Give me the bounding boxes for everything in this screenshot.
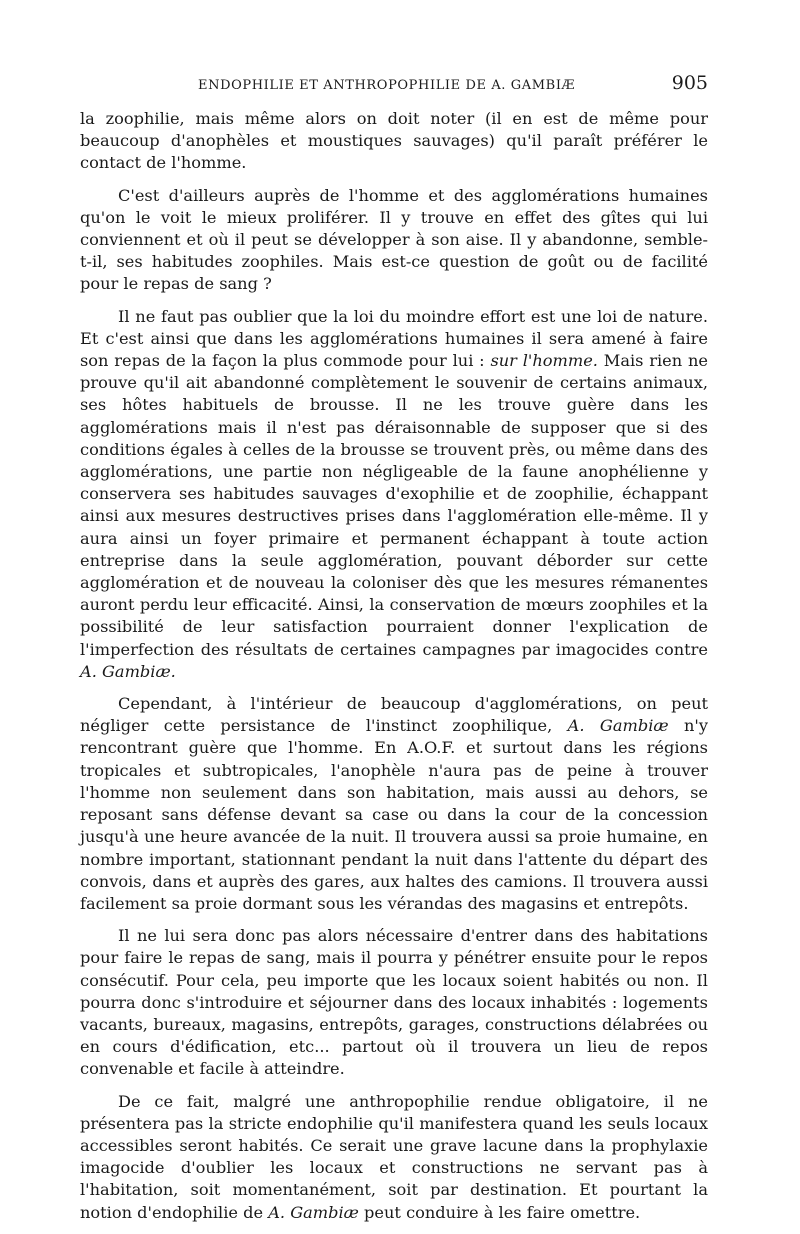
species-name: A. Gambiæ xyxy=(567,716,669,736)
page-number: 905 xyxy=(671,72,708,94)
paragraph: De ce fait, malgré une anthropophilie rendue obligatoire, il ne présentera pas la stricte endophilie qu'il manifestera quand les seuls locaux accessibles seront habités. Ce serait une grave lacune dans la prophylaxie imagocide d'oublier les locaux et constructions ne servant pas à l'habitation, soit momentanément, soit par destination. Et pourtant la notion d'endophilie de A. Gambiæ peut conduire à les faire omettre. xyxy=(80,1091,708,1222)
running-header xyxy=(80,72,708,108)
species-name: A. Gambiæ. xyxy=(80,661,176,681)
paragraph: Il ne lui sera donc pas alors nécessaire d'entrer dans des habitations pour faire le repas de sang, mais il pourra y pénétrer ensuite pour le repos consécutif. Pour cela, peu importe que les locaux soient habités ou non. Il pourra donc s'introduire et séjourner dans des locaux inhabités : logements vacants, bureaux, magasins, entrepôts, garages, constructions délabrées ou en cours d'édification, etc... partout où il trouvera un lieu de repos convenable et facile à atteindre. xyxy=(80,926,708,1079)
italic-phrase: sur l'homme. xyxy=(490,351,598,371)
paragraph: Il ne faut pas oublier que la loi du moindre effort est une loi de nature. Et c'est ainsi que dans les agglomérations humaines il sera amené à faire son repas de la façon la plus commode pour lui : sur l'homme. Mais rien ne prouve qu'il ait abandonné complètement le souvenir de certains animaux, ses hôtes habituels de brousse. Il ne les trouve guère dans les agglomérations mais il n'est pas déraisonnable de supposer que si des conditions égales à celles de la brousse se trouvent près, ou même dans des agglomérations, une partie non négligeable de la faune anophélienne y conservera ses habitudes sauvages d'exophilie et de zoophilie, échappant ainsi aux mesures destructives prises dans l'agglomération elle-même. Il y aura ainsi un foyer primaire et permanent échappant à toute action entreprise dans la seule agglomération, pouvant déborder sur cette agglomération et de nouveau la coloniser dès que les mesures rémanentes auront perdu leur efficacité. Ainsi, la conservation de mœurs zoophiles et la possibilité de leur satisfaction pourraient donner l'explication de l'imperfection des résultats de certaines campagnes par imagocides contre A. Gambiæ. xyxy=(80,306,708,681)
paragraph: C'est d'ailleurs auprès de l'homme et des agglomérations humaines qu'on le voit le mieux proliférer. Il y trouve en effet des gîtes qui lui conviennent et où il peut se développer à son aise. Il y abandonne, semble-t-il, ses habitudes zoophiles. Mais est-ce question de goût ou de facilité pour le repas de sang ? xyxy=(80,185,708,294)
paragraph-continued: la zoophilie, mais même alors on doit noter (il en est de même pour beaucoup d'anophèles et moustiques sauvages) qu'il paraît préférer le contact de l'homme. xyxy=(80,109,708,173)
running-title: ENDOPHILIE ET ANTHROPOPHILIE DE A. GAMBIÆ xyxy=(198,78,576,93)
species-name: A. Gambiæ xyxy=(268,1202,359,1222)
journal-page xyxy=(80,72,708,1234)
paragraph: Cependant, à l'intérieur de beaucoup d'agglomérations, on peut négliger cette persistance de l'instinct zoophilique, A. Gambiæ n'y rencontrant guère que l'homme. En A.O.F. et surtout dans les régions tropicales et subtropicales, l'anophèle n'aura pas de peine à trouver l'homme non seulement dans son habitation, mais aussi au dehors, se reposant sans défense devant sa case ou dans la cour de la concession jusqu'à une heure avancée de la nuit. Il trouvera aussi sa proie humaine, en nombre important, stationnant pendant la nuit dans l'attente du départ des convois, dans et auprès des gares, aux haltes des camions. Il trouvera aussi facilement sa proie dormant sous les vérandas des magasins et entrepôts. xyxy=(80,694,709,913)
article-body xyxy=(80,108,708,1224)
